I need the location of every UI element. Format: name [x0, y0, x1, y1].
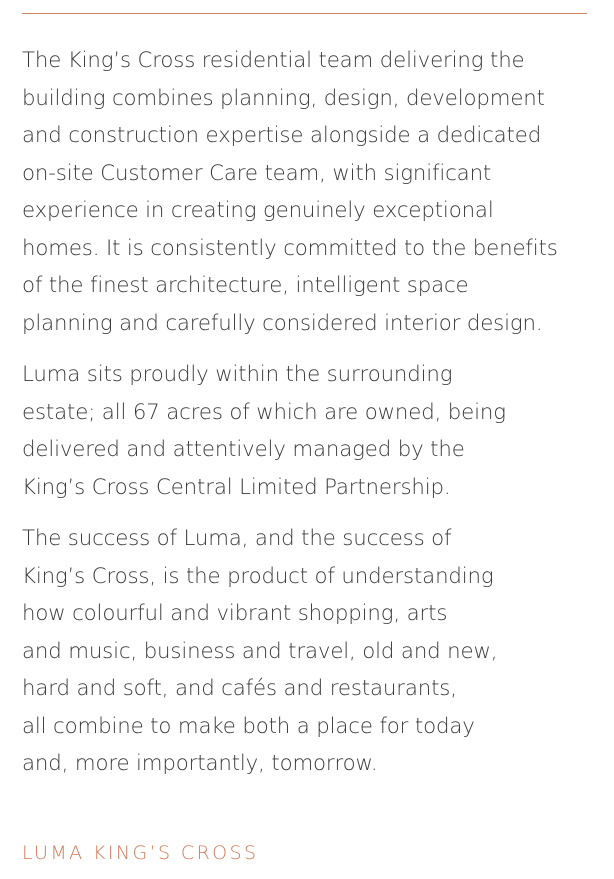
text-line: all combine to make both a place for today: [22, 713, 475, 739]
paragraph-success: [22, 520, 597, 783]
text-line: homes. It is consistently committed to the benefits: [22, 235, 558, 261]
text-line: and music, business and travel, old and new,: [22, 638, 498, 664]
text-line: King’s Cross Central Limited Partnership.: [22, 474, 451, 500]
text-line: building combines planning, design, development: [22, 85, 545, 111]
text-line: on-site Customer Care team, with significant: [22, 160, 492, 186]
text-line: The success of Luma, and the success of: [22, 526, 452, 551]
paragraph-estate: [22, 356, 597, 506]
text-line: estate; all 67 acres of which are owned, being: [22, 399, 506, 425]
top-divider: [22, 13, 587, 14]
paragraph-residential-team: [22, 42, 597, 342]
text-line: planning and carefully considered interior design.: [22, 310, 543, 336]
body-text: [22, 42, 597, 797]
footer-brand-name: LUMA KING’S CROSS: [22, 842, 259, 864]
text-line: hard and soft, and cafés and restaurants,: [22, 676, 457, 701]
text-line: King’s Cross, is the product of understanding: [22, 563, 494, 589]
text-line: and, more importantly, tomorrow.: [22, 751, 378, 776]
text-line: Luma sits proudly within the surrounding: [22, 362, 453, 387]
text-line: how colourful and vibrant shopping, arts: [22, 601, 448, 626]
text-line: and construction expertise alongside a dedicated: [22, 123, 542, 148]
text-line: delivered and attentively managed by the: [22, 437, 465, 462]
text-line: The King’s Cross residential team delivering the: [22, 48, 525, 73]
text-line: of the finest architecture, intelligent space: [22, 273, 469, 298]
text-line: experience in creating genuinely exceptional: [22, 198, 494, 223]
